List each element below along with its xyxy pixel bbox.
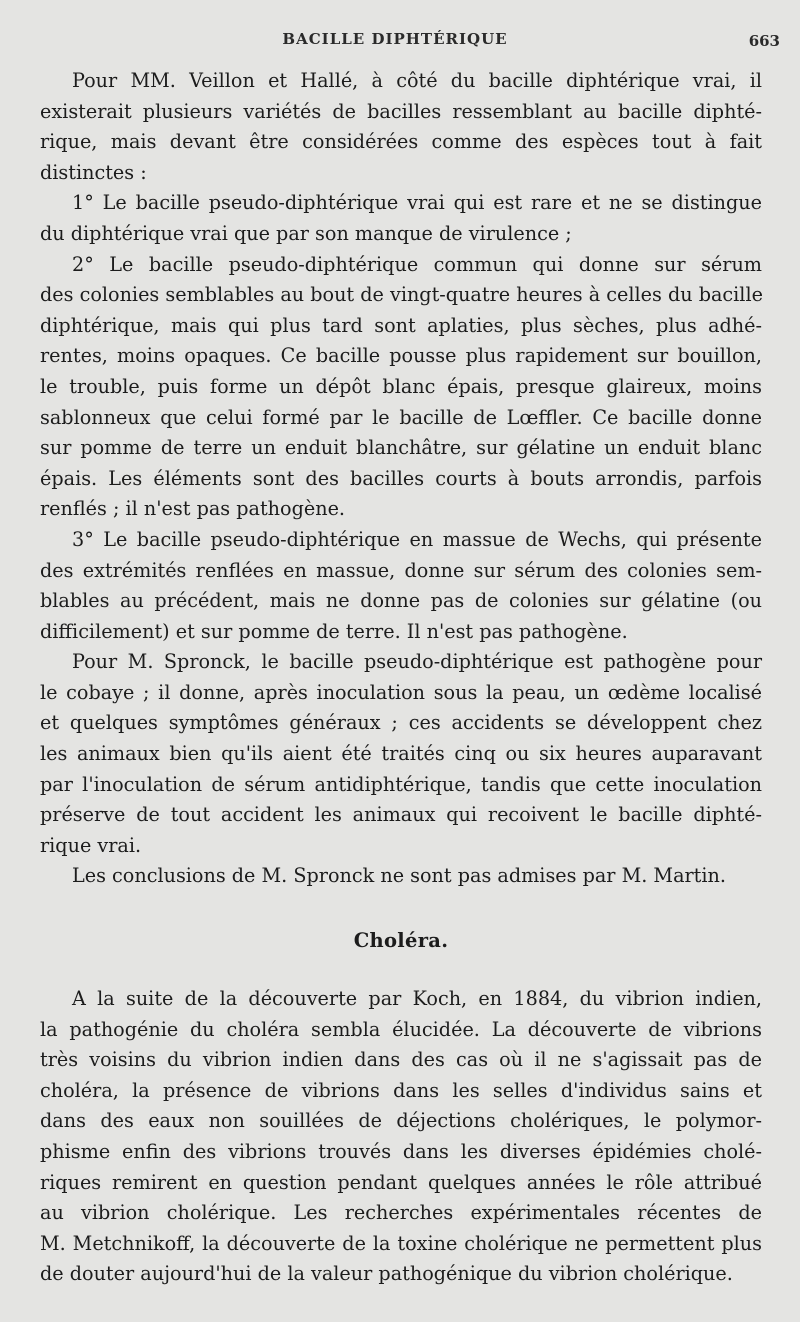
- text-line: des colonies semblables au bout de vingt-quatre heures à celles du bacille: [40, 283, 763, 307]
- text-line: rique vrai.: [40, 833, 142, 857]
- text-line: la pathogénie du choléra sembla élucidée. La découverte de vibrions: [40, 1017, 762, 1041]
- text-line: sur pomme de terre un enduit blanchâtre, sur gélatine un enduit blanc: [40, 436, 762, 460]
- text-line: du diphtérique vrai que par son manque de virulence ;: [40, 221, 572, 245]
- paragraph: [40, 66, 762, 188]
- text-line: 1° Le bacille pseudo-diphtérique vrai qui est rare et ne se distingue: [72, 191, 762, 215]
- text-line: sablonneux que celui formé par le bacille de Lœffler. Ce bacille donne: [40, 405, 762, 429]
- paragraph: [40, 861, 762, 892]
- running-header: [0, 30, 800, 54]
- paragraph: [40, 647, 762, 861]
- text-line: distinctes :: [40, 160, 147, 184]
- text-line: et quelques symptômes généraux ; ces accidents se développent chez: [40, 711, 762, 735]
- text-line: diphtérique, mais qui plus tard sont aplaties, plus sèches, plus adhé-: [40, 313, 762, 337]
- text-line: par l'inoculation de sérum antidiphtérique, tandis que cette inoculation: [40, 772, 762, 796]
- running-title: BACILLE DIPHTÉRIQUE: [282, 30, 508, 48]
- text-line: 2° Le bacille pseudo-diphtérique commun qui donne sur sérum: [72, 252, 762, 276]
- text-line: épais. Les éléments sont des bacilles courts à bouts arrondis, parfois: [40, 466, 762, 490]
- paragraphs-top: [40, 66, 762, 892]
- paragraph: [40, 188, 762, 249]
- text-line: au vibrion cholérique. Les recherches expérimentales récentes de: [40, 1201, 762, 1225]
- paragraphs-section: [40, 984, 762, 1290]
- text-line: Les conclusions de M. Spronck ne sont pas admises par M. Martin.: [72, 864, 726, 888]
- text-line: Pour MM. Veillon et Hallé, à côté du bacille diphtérique vrai, il: [72, 69, 762, 92]
- text-line: de douter aujourd'hui de la valeur pathogénique du vibrion cholérique.: [40, 1262, 733, 1286]
- paragraph: [40, 250, 762, 525]
- text-line: existerait plusieurs variétés de bacilles ressemblant au bacille diphté-: [40, 99, 762, 123]
- text-line: préserve de tout accident les animaux qui recoivent le bacille diphté-: [40, 803, 762, 827]
- text-line: blables au précédent, mais ne donne pas de colonies sur gélatine (ou: [40, 589, 762, 613]
- text-line: très voisins du vibrion indien dans des cas où il ne s'agissait pas de: [40, 1048, 762, 1072]
- text-line: M. Metchnikoff, la découverte de la toxine cholérique ne permettent plus: [40, 1231, 762, 1255]
- text-line: 3° Le bacille pseudo-diphtérique en massue de Wechs, qui présente: [72, 527, 762, 551]
- page-number: 663: [748, 32, 780, 50]
- text-line: rentes, moins opaques. Ce bacille pousse plus rapidement sur bouillon,: [40, 344, 762, 368]
- text-line: le cobaye ; il donne, après inoculation sous la peau, un œdème localisé: [40, 680, 762, 704]
- body-text: [40, 66, 762, 1290]
- text-line: A la suite de la découverte par Koch, en 1884, du vibrion indien,: [72, 987, 762, 1011]
- text-line: des extrémités renflées en massue, donne sur sérum des colonies sem-: [40, 558, 762, 582]
- text-line: rique, mais devant être considérées comme des espèces tout à fait: [40, 130, 762, 154]
- text-line: dans des eaux non souillées de déjections cholériques, le polymor-: [40, 1109, 762, 1133]
- text-line: difficilement) et sur pomme de terre. Il n'est pas pathogène.: [40, 619, 628, 643]
- text-line: le trouble, puis forme un dépôt blanc épais, presque glaireux, moins: [40, 374, 762, 398]
- text-line: choléra, la présence de vibrions dans les selles d'individus sains et: [40, 1078, 762, 1102]
- section-heading: Choléra.: [353, 929, 449, 953]
- paragraph: [40, 525, 762, 647]
- paragraph: [40, 984, 762, 1290]
- text-line: Pour M. Spronck, le bacille pseudo-diphtérique est pathogène pour: [72, 650, 762, 674]
- text-line: riques remirent en question pendant quelques années le rôle attribué: [40, 1170, 762, 1194]
- text-line: renflés ; il n'est pas pathogène.: [40, 497, 346, 521]
- text-line: phisme enfin des vibrions trouvés dans les diverses épidémies cholé-: [40, 1140, 762, 1163]
- text-line: les animaux bien qu'ils aient été traités cinq ou six heures auparavant: [40, 742, 762, 766]
